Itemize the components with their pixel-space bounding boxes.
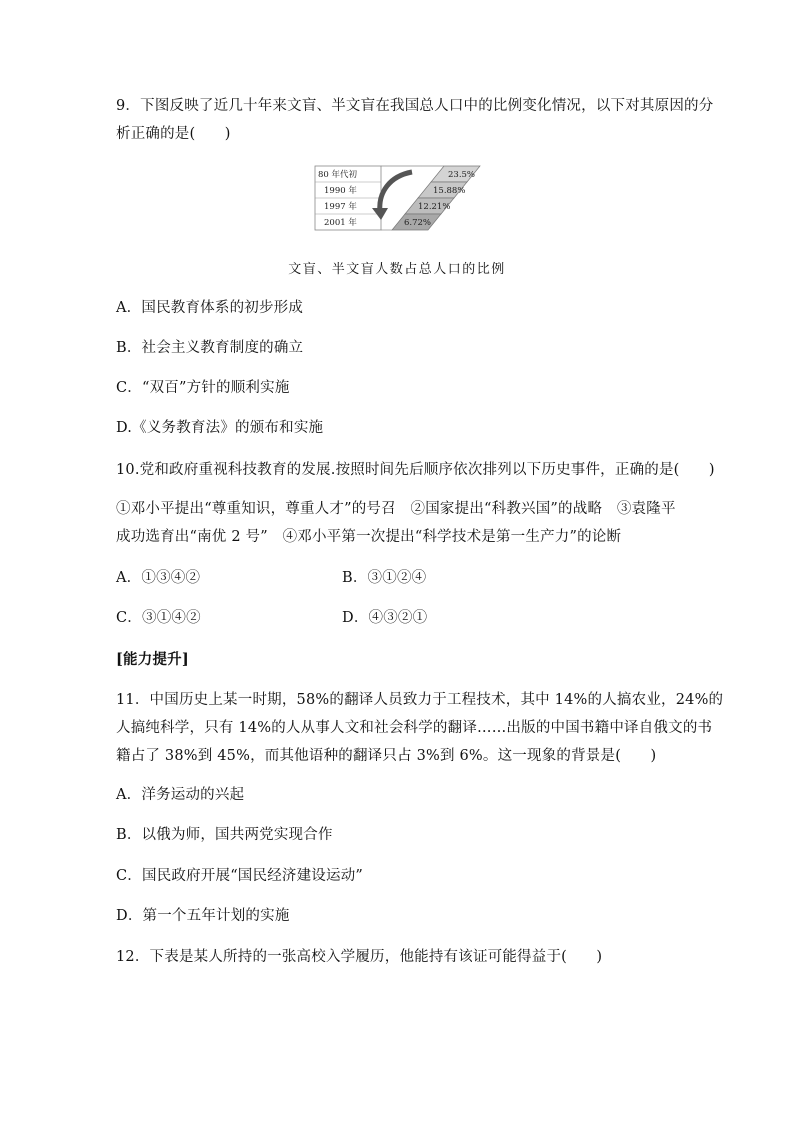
- chart-row-value: 12.21%: [418, 202, 451, 212]
- q11-line2: 人搞纯科学，只有 14%的人从事人文和社会科学的翻译……出版的中国书籍中译自俄文的书: [116, 720, 713, 736]
- chart-row-value: 23.5%: [448, 170, 476, 180]
- q10-option-b: B．③①②④: [342, 570, 427, 586]
- literacy-ratio-figure: [300, 158, 485, 236]
- q10-items-line2: 成功选育出“南优 2 号” ④邓小平第一次提出“科学技术是第一生产力”的论断: [116, 529, 622, 545]
- q10-option-a: A．①③④②: [116, 570, 201, 586]
- q11-option-d: D．第一个五年计划的实施: [116, 908, 290, 924]
- chart-row-label: 1990 年: [324, 186, 357, 196]
- figure-caption: 文盲、半文盲人数占总人口的比例: [288, 262, 506, 277]
- q11-line3: 籍占了 38%到 45%，而其他语种的翻译只占 3%到 6%。这一现象的背景是( ): [116, 748, 657, 764]
- q10-stem: 10.党和政府重视科技教育的发展.按照时间先后顺序依次排列以下历史事件，正确的是( ): [116, 462, 715, 478]
- q11-option-b: B．以俄为师，国共两党实现合作: [116, 827, 333, 843]
- chart-row-label: 2001 年: [324, 218, 357, 228]
- q9-option-d: D.《义务教育法》的颁布和实施: [116, 420, 324, 436]
- chart-row-label: 1997 年: [324, 202, 357, 212]
- q9-option-b: B．社会主义教育制度的确立: [116, 340, 304, 356]
- chart-row-value: 6.72%: [404, 218, 432, 228]
- q11-option-c: C．国民政府开展“国民经济建设运动”: [116, 868, 364, 884]
- q10-option-d: D．④③②①: [342, 610, 428, 626]
- section-title: [能力提升]: [116, 651, 189, 668]
- chart-row-value: 15.88%: [433, 186, 466, 196]
- q10-items-line1: ①邓小平提出“尊重知识，尊重人才”的号召 ②国家提出“科教兴国”的战略 ③袁隆平: [116, 501, 676, 517]
- q9-option-c: C．“双百”方针的顺利实施: [116, 380, 290, 396]
- q10-option-c: C．③①④②: [116, 610, 201, 626]
- q11-option-a: A．洋务运动的兴起: [116, 787, 245, 803]
- q9-option-a: A．国民教育体系的初步形成: [116, 300, 304, 316]
- q12-stem: 12．下表是某人所持的一张高校入学履历，他能持有该证可能得益于( ): [116, 949, 603, 965]
- chart-row-label: 80 年代初: [318, 170, 358, 180]
- q11-line1: 11．中国历史上某一时期，58%的翻译人员致力于工程技术，其中 14%的人搞农业，24%的: [116, 692, 724, 708]
- q9-stem-line1: 9．下图反映了近几十年来文盲、半文盲在我国总人口中的比例变化情况，以下对其原因的分: [116, 98, 714, 114]
- q9-stem-line2: 析正确的是( ): [116, 126, 231, 142]
